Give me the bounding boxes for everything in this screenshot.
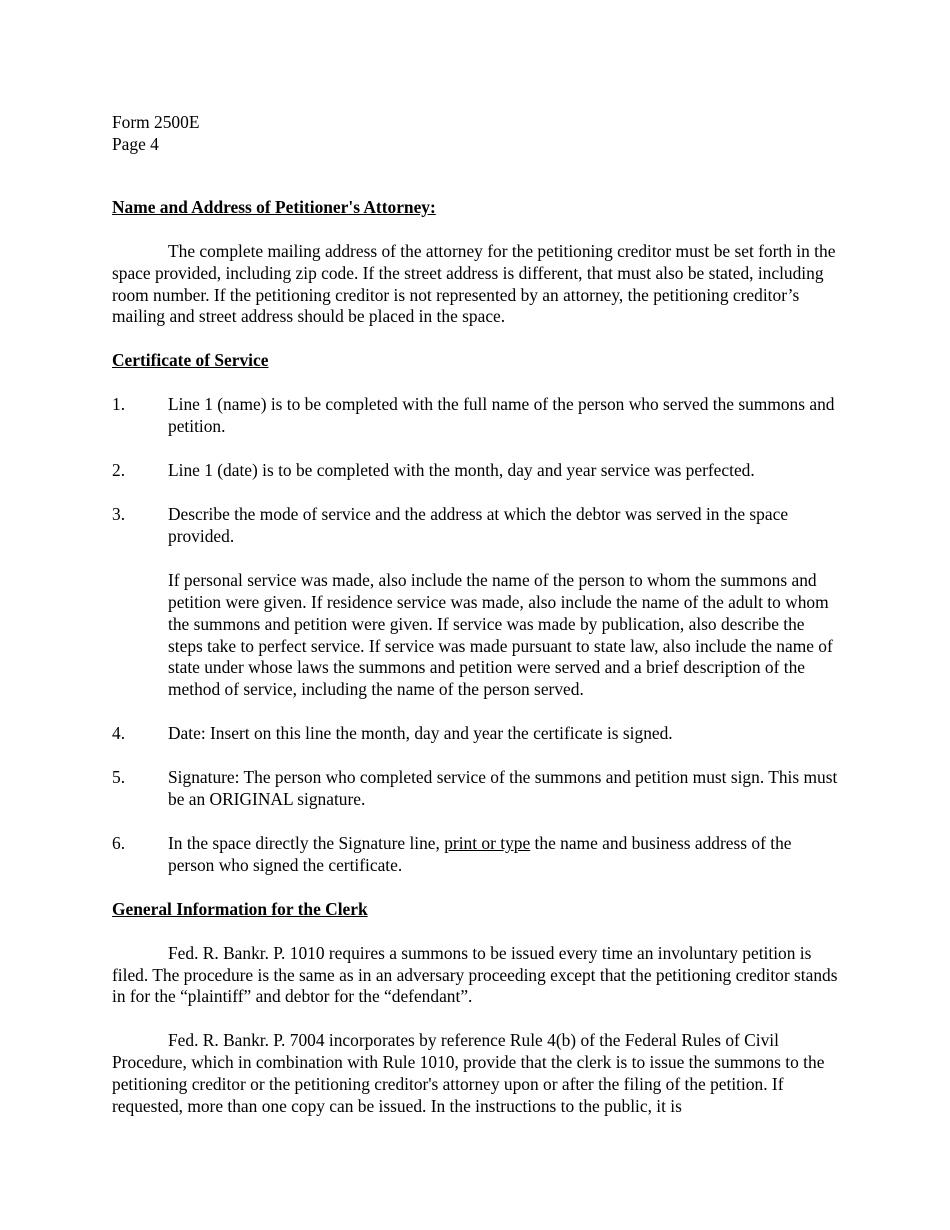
- item-number: 4.: [112, 723, 126, 744]
- item-text: Describe the mode of service and the address at which the debtor was served in the space provided.: [168, 503, 789, 546]
- print-or-type-emphasis: print or type: [444, 832, 531, 853]
- list-item: [112, 767, 842, 811]
- item-text-before: In the space directly the Signature line,: [168, 832, 445, 853]
- list-item: [112, 723, 842, 745]
- item-text: Signature: The person who completed service of the summons and petition must sign. This must be an ORIGINAL signature.: [168, 767, 838, 810]
- list-item: [112, 504, 842, 548]
- list-item: [112, 833, 842, 877]
- certificate-heading: Certificate of Service: [112, 350, 269, 371]
- clerk-paragraph: Fed. R. Bankr. P. 1010 requires a summons to be issued every time an involuntary petition is filed. The procedure is the same as in an adversary proceeding except that the petitioning creditor stands in for the “plaintiff” and debtor for the “defendant”.: [112, 942, 838, 1007]
- form-number: Form 2500E: [112, 112, 200, 132]
- document-page: [112, 112, 842, 1118]
- item-number: 1.: [112, 394, 126, 415]
- item-text: Date: Insert on this line the month, day and year the certificate is signed.: [168, 723, 673, 744]
- item-text: Line 1 (date) is to be completed with the month, day and year service was perfected.: [168, 460, 755, 481]
- item-text-after: the name and business address of the person who signed the certificate.: [168, 832, 792, 875]
- item-number: 5.: [112, 767, 126, 788]
- certificate-list: [112, 394, 842, 877]
- attorney-heading: Name and Address of Petitioner's Attorney:: [112, 196, 436, 217]
- list-item: [112, 394, 842, 438]
- clerk-heading: General Information for the Clerk: [112, 898, 368, 919]
- list-item: [112, 460, 842, 482]
- clerk-paragraph: Fed. R. Bankr. P. 7004 incorporates by reference Rule 4(b) of the Federal Rules of Civil Procedure, which in combination with Rule 1010, provide that the clerk is to issue the summons to the petitioning creditor or the petitioning creditor's attorney upon or after the filing of the petition. If requested, more than one copy can be issued. In the instructions to the public, it is: [112, 1030, 825, 1117]
- service-details-note: If personal service was made, also include the name of the person to whom the summons and petition were given. If residence service was made, also include the name of the adult to whom the summons and petition were given. If service was made by publication, also describe the steps take to perfect service. If service was made pursuant to state law, also include the name of state under whose laws the summons and petition were served and a brief description of the method of service, including the name of the person served.: [168, 569, 833, 700]
- item-text: Line 1 (name) is to be completed with the full name of the person who served the summons and petition.: [168, 394, 835, 437]
- item-text: [168, 833, 842, 877]
- item-number: 6.: [112, 832, 126, 853]
- attorney-paragraph: The complete mailing address of the attorney for the petitioning creditor must be set forth in the space provided, including zip code. If the street address is different, that must also be stated, including room number. If the petitioning creditor is not represented by an attorney, the petitioning creditor’s mailing and street address should be placed in the space.: [112, 240, 836, 327]
- item-number: 2.: [112, 460, 126, 481]
- page-number: Page 4: [112, 133, 159, 154]
- item-number: 3.: [112, 503, 126, 524]
